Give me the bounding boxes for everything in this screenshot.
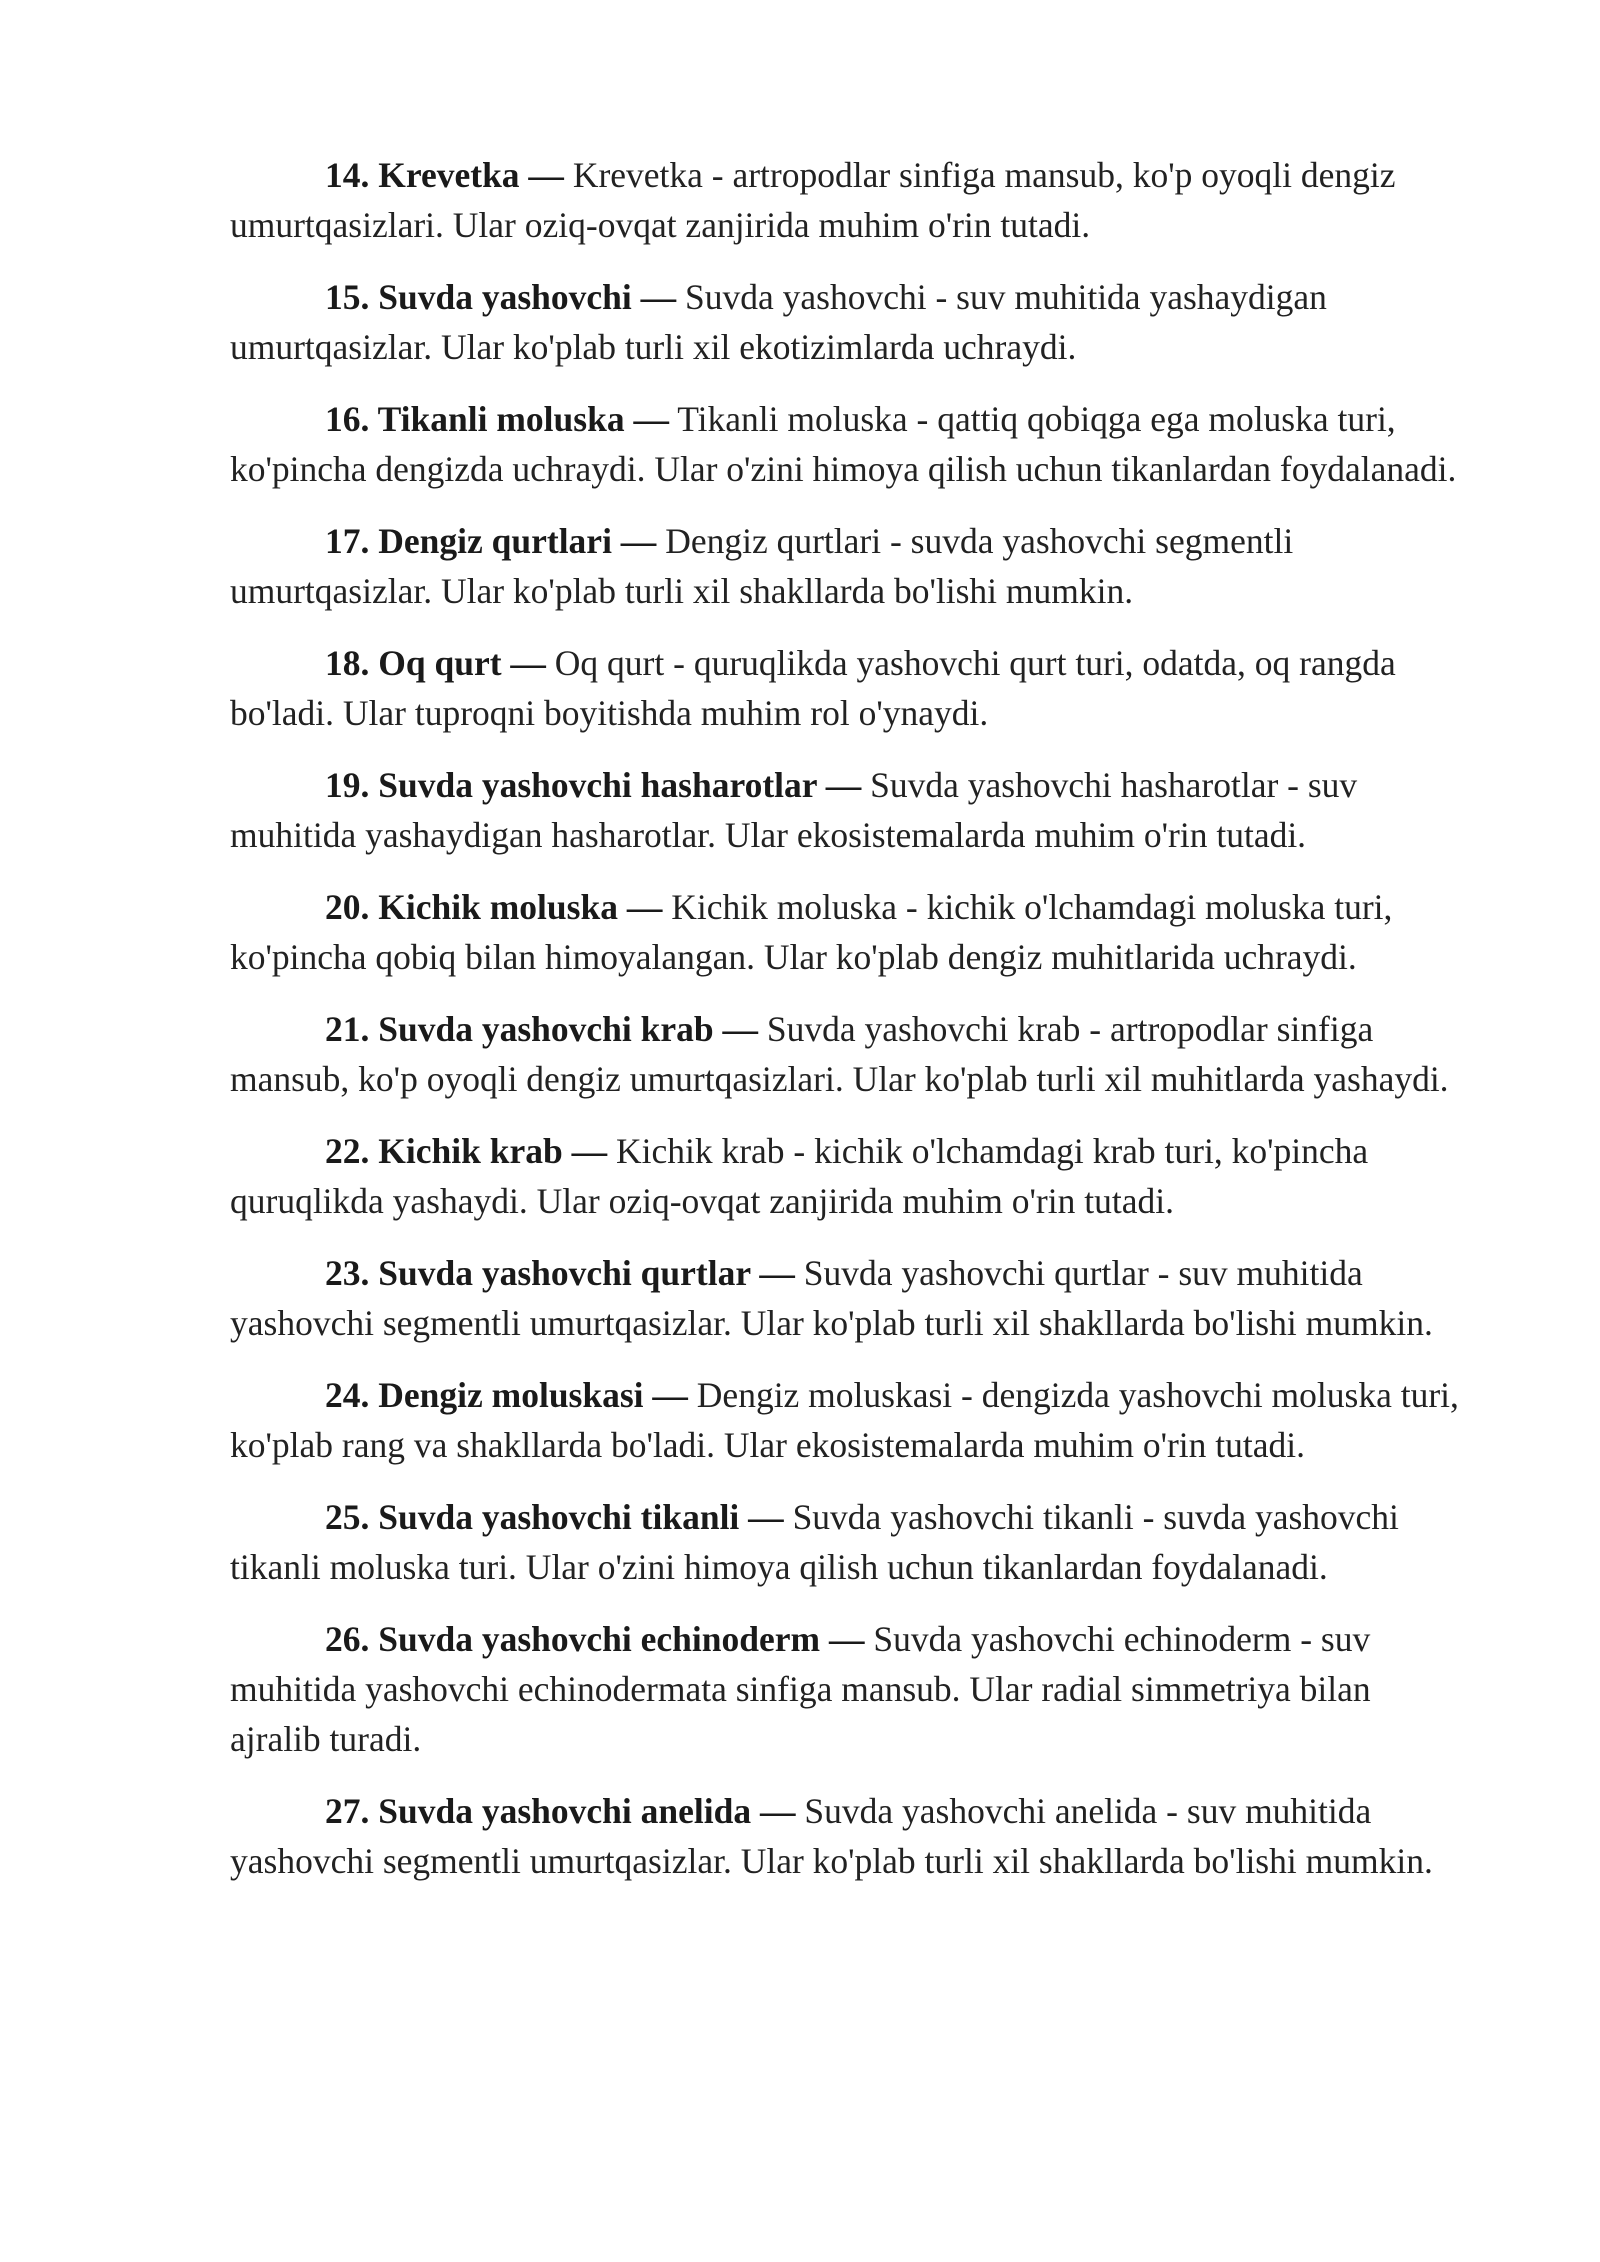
entry-definition: Kichik krab - kichik o'lchamdagi krab turi, ko'pincha quruqlikda yashaydi. Ular oziq-ovqat zanjirida muhim o'rin tutadi. [230,1131,1369,1221]
entry-definition: Suvda yashovchi - suv muhitida yashaydigan umurtqasizlar. Ular ko'plab turli xil ekotizimlarda uchraydi. [230,277,1327,367]
entry-definition: Tikanli moluska - qattiq qobiqga ega moluska turi, ko'pincha dengizda uchraydi. Ular o'zini himoya qilish uchun tikanlardan foydalanadi. [230,399,1457,489]
entry-term: 15. Suvda yashovchi — [325,277,677,317]
entry-term: 23. Suvda yashovchi qurtlar — [325,1253,795,1293]
entry-term: 22. Kichik krab — [325,1131,608,1171]
glossary-entry-27 [230,1786,1470,1886]
glossary-entry-18 [230,638,1470,738]
glossary-entry-16 [230,394,1470,494]
entry-term: 14. Krevetka — [325,155,564,195]
entry-definition: Oq qurt - quruqlikda yashovchi qurt turi, odatda, oq rangda bo'ladi. Ular tuproqni boyitishda muhim rol o'ynaydi. [230,643,1396,733]
entry-definition: Suvda yashovchi echinoderm - suv muhitida yashovchi echinodermata sinfiga mansub. Ular radial simmetriya bilan ajralib turadi. [230,1619,1371,1759]
entry-term: 25. Suvda yashovchi tikanli — [325,1497,784,1537]
entry-definition: Kichik moluska - kichik o'lchamdagi moluska turi, ko'pincha qobiq bilan himoyalangan. Ular ko'plab dengiz muhitlarida uchraydi. [230,887,1393,977]
entry-term: 16. Tikanli moluska — [325,399,669,439]
entry-term: 18. Oq qurt — [325,643,546,683]
entry-definition: Dengiz moluskasi - dengizda yashovchi moluska turi, ko'plab rang va shakllarda bo'ladi. Ular ekosistemalarda muhim o'rin tutadi. [230,1375,1459,1465]
entry-definition: Suvda yashovchi krab - artropodlar sinfiga mansub, ko'p oyoqli dengiz umurtqasizlari. Ular ko'plab turli xil muhitlarda yashaydi. [230,1009,1449,1099]
glossary-entry-17 [230,516,1470,616]
entry-definition: Suvda yashovchi hasharotlar - suv muhitida yashaydigan hasharotlar. Ular ekosistemalarda muhim o'rin tutadi. [230,765,1358,855]
entry-term: 24. Dengiz moluskasi — [325,1375,688,1415]
glossary-entry-19 [230,760,1470,860]
entry-term: 21. Suvda yashovchi krab — [325,1009,759,1049]
entry-definition: Suvda yashovchi tikanli - suvda yashovchi tikanli moluska turi. Ular o'zini himoya qilish uchun tikanlardan foydalanadi. [230,1497,1399,1587]
glossary-list [230,150,1470,1908]
glossary-entry-15 [230,272,1470,372]
glossary-entry-24 [230,1370,1470,1470]
entry-term: 26. Suvda yashovchi echinoderm — [325,1619,865,1659]
entry-term: 17. Dengiz qurtlari — [325,521,657,561]
entry-definition: Krevetka - artropodlar sinfiga mansub, ko'p oyoqli dengiz umurtqasizlari. Ular oziq-ovqat zanjirida muhim o'rin tutadi. [230,155,1396,245]
glossary-entry-21 [230,1004,1470,1104]
entry-definition: Dengiz qurtlari - suvda yashovchi segmentli umurtqasizlar. Ular ko'plab turli xil shakllarda bo'lishi mumkin. [230,521,1294,611]
entry-definition: Suvda yashovchi anelida - suv muhitida yashovchi segmentli umurtqasizlar. Ular ko'plab turli xil shakllarda bo'lishi mumkin. [230,1791,1433,1881]
glossary-entry-26 [230,1614,1470,1764]
entry-definition: Suvda yashovchi qurtlar - suv muhitida yashovchi segmentli umurtqasizlar. Ular ko'plab turli xil shakllarda bo'lishi mumkin. [230,1253,1433,1343]
glossary-entry-22 [230,1126,1470,1226]
glossary-entry-23 [230,1248,1470,1348]
entry-term: 19. Suvda yashovchi hasharotlar — [325,765,862,805]
entry-term: 27. Suvda yashovchi anelida — [325,1791,796,1831]
glossary-entry-25 [230,1492,1470,1592]
glossary-entry-20 [230,882,1470,982]
glossary-entry-14 [230,150,1470,250]
entry-term: 20. Kichik moluska — [325,887,663,927]
